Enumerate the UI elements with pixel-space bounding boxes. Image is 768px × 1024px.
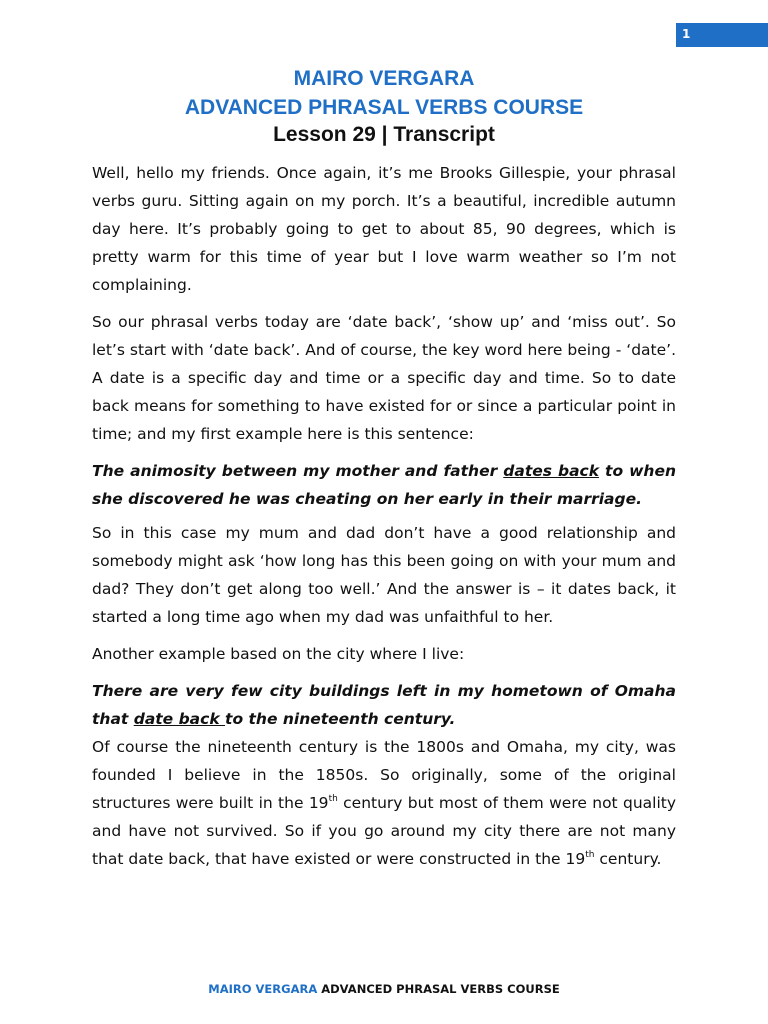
paragraph-phrasal-verbs: So our phrasal verbs today are ‘date back’, ‘show up’ and ‘miss out’. So let’s start with ‘date back’. And of course, the key word here being - ‘date’. A date is a specific day and time or a specific day and time. So to date back means for something to have existed for or since a particular point in time; and my first example here is this sentence: — [92, 313, 676, 443]
example-sentence-2 — [92, 677, 676, 733]
header-lesson-title: Lesson 29 | Transcript — [273, 123, 495, 146]
footer-brand: MAIRO VERGARA — [208, 982, 318, 996]
example-2-phrase: date back — [133, 710, 226, 728]
superscript-th-1: th — [328, 794, 338, 804]
header-course-title: ADVANCED PHRASAL VERBS COURSE — [184, 96, 584, 119]
omaha-text-3: century. — [594, 850, 662, 868]
paragraph-omaha — [92, 733, 676, 873]
paragraph-explanation: So in this case my mum and dad don’t have a good relationship and somebody might ask ‘how long has this been going on with your mum and dad? They don’t get along too well.’ And the answer is – it dates back, it started a long time ago when my dad was unfaithful to her. — [92, 524, 676, 626]
example-1-start: The animosity between my mother and father — [92, 462, 504, 480]
paragraph-intro: Well, hello my friends. Once again, it’s me Brooks Gillespie, your phrasal verbs guru. Sitting again on my porch. It’s a beautiful, incredible autumn day here. It’s probably going to get to about 85, 90 degrees, which is pretty warm for this time of year but I love warm weather so I’m not complaining. — [92, 164, 676, 294]
transcript-body — [92, 159, 676, 882]
page-number-badge: 1 — [676, 23, 768, 47]
example-2-end: to the nineteenth century. — [225, 710, 456, 728]
example-2-start: There are very few city buildings left in my hometown of Omaha that — [92, 682, 676, 728]
example-1-end: to when she discovered he was cheating on her early in their marriage. — [92, 462, 676, 508]
header-author: MAIRO VERGARA — [293, 67, 475, 90]
paragraph-another-example: Another example based on the city where I live: — [92, 645, 465, 663]
superscript-th-2: th — [585, 850, 595, 860]
omaha-text-1: Of course the nineteenth century is the 1800s and Omaha, my city, was founded I believe in the 1850s. So originally, some of the original structures were built in the 19 — [92, 738, 676, 812]
footer-course: ADVANCED PHRASAL VERBS COURSE — [317, 982, 560, 996]
page-footer — [0, 982, 768, 996]
omaha-text-2: century but most of them were not quality and have not survived. So if you go around my city there are not many that date back, that have existed or were constructed in the 19 — [92, 794, 676, 868]
example-sentence-1 — [92, 457, 676, 513]
example-1-phrase: dates back — [503, 462, 600, 480]
